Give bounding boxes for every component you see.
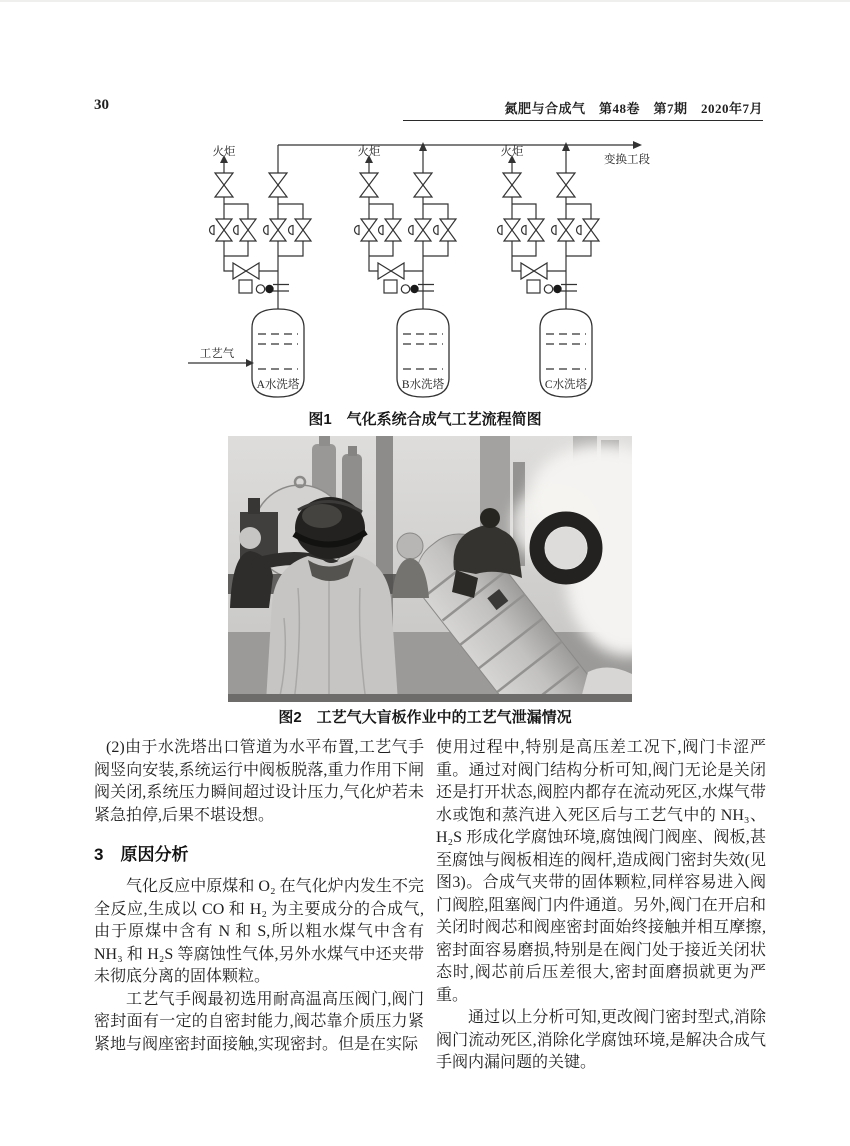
- tower-c-label: C水洗塔: [544, 379, 588, 391]
- valve-unit-b: [355, 145, 457, 397]
- section-heading-3: 3 原因分析: [94, 845, 189, 864]
- photo-bottom-strip: [228, 694, 632, 702]
- flare-label-a: 火炬: [212, 146, 236, 158]
- left-column: [94, 737, 424, 1056]
- tower-b-label: B水洗塔: [401, 379, 445, 391]
- tower-a-label: A水洗塔: [256, 379, 300, 391]
- paragraph-reason-2: (2)由于水洗塔出口管道为水平布置,工艺气手阀竖向安装,系统运行中阀板脱落,重力作用下闸阀关闭,系统压力瞬间超过设计压力,气化炉若未紧急拍停,后果不堪设想。: [94, 739, 424, 824]
- figure2-caption: 图2 工艺气大盲板作业中的工艺气泄漏情况: [278, 709, 572, 726]
- paragraph-conclusion: 通过以上分析可知,更改阀门密封型式,消除阀门流动死区,消除化学腐蚀环境,是解决合成气手阀内漏问题的关键。: [436, 1009, 766, 1071]
- flare-label-b: 火炬: [357, 146, 381, 158]
- valve-unit-c: [498, 145, 600, 397]
- paragraph-analysis-2: 工艺气手阀最初选用耐高温高压阀门,阀门密封面有一定的自密封能力,阀芯靠介质压力紧紧地与阀座密封面接触,实现密封。但是在实际: [94, 990, 424, 1053]
- figure1-process-diagram: [185, 135, 675, 412]
- process-gas-label: 工艺气: [199, 348, 235, 360]
- flare-label-c: 火炬: [500, 146, 524, 158]
- page-number: 30: [94, 97, 109, 113]
- paragraph-analysis-1: 气化反应中原煤和 O₂ 在气化炉内发生不完全反应,生成以 CO 和 H₂ 为主要成分的合成气,由于原煤中含有 N 和 S,所以粗水煤气中含有 NH₃ 和 H₂S 等腐蚀性气体,另外水煤气中还夹带未彻底分离的固体颗粒。: [94, 878, 424, 985]
- paragraph-analysis-continued: 使用过程中,特别是高压差工况下,阀门卡涩严重。通过对阀门结构分析可知,阀门无论是关闭还是打开状态,阀腔内都存在流动死区,水煤气带水或饱和蒸汽进入死区后与工艺气中的 NH₃、H₂S 形成化学腐蚀环境,腐蚀阀门阀座、阀板,甚至腐蚀与阀板相连的阀杆,造成阀门密封失效(见图3)。合成气夹带的固体颗粒,同样容易进入阀门阀腔,阻塞阀门内件通道。另外,阀门在开启和关闭时阀芯和阀座密封面始终接触并相互摩擦,密封面容易磨损,特别是在阀门处于接近关闭状态时,阀芯前后压差很大,密封面磨损就更为严重。: [436, 739, 766, 1004]
- feed-pipe: [188, 359, 254, 367]
- journal-header: 氮肥与合成气 第48卷 第7期 2020年7月: [403, 98, 763, 121]
- shift-section-label: 变换工段: [604, 154, 650, 166]
- header-pipe: [278, 141, 642, 151]
- figure2-photo: [228, 436, 632, 702]
- figure1-caption: 图1 气化系统合成气工艺流程简图: [308, 411, 542, 428]
- pipe-flange-ring: [537, 519, 595, 577]
- right-column: [436, 737, 766, 1075]
